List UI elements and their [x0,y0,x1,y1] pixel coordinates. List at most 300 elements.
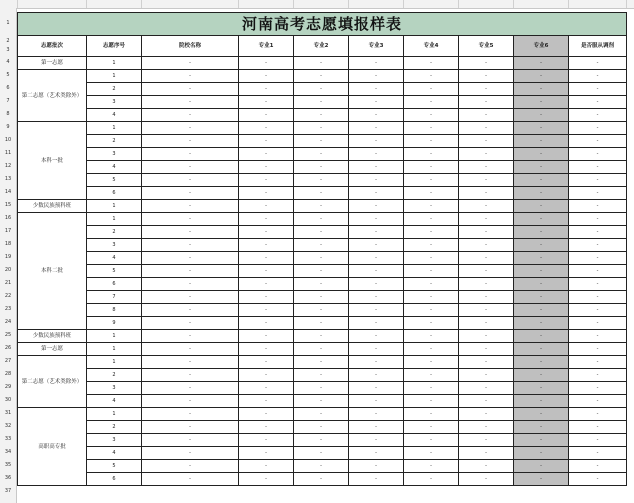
major-4-cell[interactable]: - [404,369,459,382]
major-4-cell[interactable]: - [404,135,459,148]
major-3-cell[interactable]: - [349,434,404,447]
major-2-cell[interactable]: - [294,460,349,473]
seq-cell[interactable]: 1 [87,122,142,135]
row-number[interactable]: 2 [6,38,10,44]
major-4-cell[interactable]: - [404,148,459,161]
school-cell[interactable]: - [142,200,239,213]
row-number[interactable]: 21 [4,280,12,286]
major-5-cell[interactable]: - [459,291,514,304]
major-1-cell[interactable]: - [239,213,294,226]
major-6-cell[interactable]: - [514,382,569,395]
major-5-cell[interactable]: - [459,265,514,278]
adjust-cell[interactable]: - [569,317,627,330]
major-6-cell[interactable]: - [514,330,569,343]
major-2-cell[interactable]: - [294,109,349,122]
major-1-cell[interactable]: - [239,369,294,382]
row-number[interactable]: 27 [4,358,12,364]
batch-cell[interactable]: 第二志愿（艺术类除外） [18,356,87,408]
major-1-cell[interactable]: - [239,200,294,213]
major-4-cell[interactable]: - [404,408,459,421]
major-5-cell[interactable]: - [459,135,514,148]
major-5-cell[interactable]: - [459,317,514,330]
major-5-cell[interactable]: - [459,57,514,70]
adjust-cell[interactable]: - [569,109,627,122]
school-cell[interactable]: - [142,252,239,265]
major-2-cell[interactable]: - [294,96,349,109]
row-number[interactable]: 1 [6,20,10,26]
row-number[interactable]: 35 [4,462,12,468]
major-1-cell[interactable]: - [239,356,294,369]
major-5-cell[interactable]: - [459,382,514,395]
major-4-cell[interactable]: - [404,343,459,356]
school-cell[interactable]: - [142,291,239,304]
major-6-cell[interactable]: - [514,187,569,200]
seq-cell[interactable]: 1 [87,57,142,70]
adjust-cell[interactable]: - [569,252,627,265]
adjust-cell[interactable]: - [569,57,627,70]
adjust-cell[interactable]: - [569,226,627,239]
major-3-cell[interactable]: - [349,317,404,330]
major-3-cell[interactable]: - [349,96,404,109]
seq-cell[interactable]: 1 [87,343,142,356]
major-1-cell[interactable]: - [239,421,294,434]
major-6-cell[interactable]: - [514,161,569,174]
row-number[interactable]: 12 [4,163,12,169]
school-cell[interactable]: - [142,304,239,317]
adjust-cell[interactable]: - [569,174,627,187]
major-5-cell[interactable]: - [459,252,514,265]
adjust-cell[interactable]: - [569,70,627,83]
seq-cell[interactable]: 2 [87,135,142,148]
row-number[interactable]: 10 [4,137,12,143]
batch-cell[interactable]: 本科一批 [18,122,87,200]
major-6-cell[interactable]: - [514,304,569,317]
row-number[interactable]: 17 [4,228,12,234]
major-5-cell[interactable]: - [459,434,514,447]
major-5-cell[interactable]: - [459,161,514,174]
major-1-cell[interactable]: - [239,382,294,395]
row-number[interactable]: 7 [6,98,10,104]
row-number[interactable]: 37 [4,488,12,494]
major-4-cell[interactable]: - [404,278,459,291]
batch-cell[interactable]: 第二志愿（艺术类除外） [18,70,87,122]
school-cell[interactable]: - [142,239,239,252]
major-3-cell[interactable]: - [349,83,404,96]
major-6-cell[interactable]: - [514,213,569,226]
major-4-cell[interactable]: - [404,187,459,200]
major-5-cell[interactable]: - [459,83,514,96]
major-5-cell[interactable]: - [459,304,514,317]
seq-cell[interactable]: 3 [87,434,142,447]
row-number[interactable]: 26 [4,345,12,351]
school-cell[interactable]: - [142,395,239,408]
batch-cell[interactable]: 本科二批 [18,213,87,330]
major-4-cell[interactable]: - [404,382,459,395]
seq-cell[interactable]: 4 [87,252,142,265]
major-3-cell[interactable]: - [349,408,404,421]
school-cell[interactable]: - [142,382,239,395]
major-6-cell[interactable]: - [514,356,569,369]
major-1-cell[interactable]: - [239,109,294,122]
row-number[interactable]: 20 [4,267,12,273]
major-5-cell[interactable]: - [459,447,514,460]
major-4-cell[interactable]: - [404,174,459,187]
major-2-cell[interactable]: - [294,434,349,447]
row-number[interactable]: 32 [4,423,12,429]
major-4-cell[interactable]: - [404,83,459,96]
major-6-cell[interactable]: - [514,473,569,486]
major-4-cell[interactable]: - [404,122,459,135]
adjust-cell[interactable]: - [569,96,627,109]
major-4-cell[interactable]: - [404,213,459,226]
major-3-cell[interactable]: - [349,174,404,187]
major-4-cell[interactable]: - [404,265,459,278]
seq-cell[interactable]: 5 [87,174,142,187]
major-5-cell[interactable]: - [459,408,514,421]
school-cell[interactable]: - [142,213,239,226]
seq-cell[interactable]: 2 [87,369,142,382]
major-6-cell[interactable]: - [514,239,569,252]
seq-cell[interactable]: 4 [87,161,142,174]
major-6-cell[interactable]: - [514,265,569,278]
major-3-cell[interactable]: - [349,57,404,70]
row-number[interactable]: 9 [6,124,10,130]
school-cell[interactable]: - [142,187,239,200]
row-number[interactable]: 23 [4,306,12,312]
major-5-cell[interactable]: - [459,239,514,252]
major-2-cell[interactable]: - [294,252,349,265]
major-1-cell[interactable]: - [239,330,294,343]
major-2-cell[interactable]: - [294,200,349,213]
major-3-cell[interactable]: - [349,161,404,174]
major-1-cell[interactable]: - [239,70,294,83]
adjust-cell[interactable]: - [569,460,627,473]
adjust-cell[interactable]: - [569,382,627,395]
seq-cell[interactable]: 9 [87,317,142,330]
row-number[interactable]: 24 [4,319,12,325]
major-6-cell[interactable]: - [514,122,569,135]
major-2-cell[interactable]: - [294,278,349,291]
adjust-cell[interactable]: - [569,161,627,174]
adjust-cell[interactable]: - [569,356,627,369]
school-cell[interactable]: - [142,122,239,135]
seq-cell[interactable]: 3 [87,96,142,109]
seq-cell[interactable]: 4 [87,109,142,122]
seq-cell[interactable]: 4 [87,395,142,408]
major-1-cell[interactable]: - [239,304,294,317]
major-1-cell[interactable]: - [239,96,294,109]
major-4-cell[interactable]: - [404,70,459,83]
seq-cell[interactable]: 1 [87,70,142,83]
adjust-cell[interactable]: - [569,83,627,96]
major-2-cell[interactable]: - [294,395,349,408]
major-3-cell[interactable]: - [349,382,404,395]
row-number[interactable]: 16 [4,215,12,221]
major-4-cell[interactable]: - [404,447,459,460]
major-6-cell[interactable]: - [514,70,569,83]
adjust-cell[interactable]: - [569,408,627,421]
major-1-cell[interactable]: - [239,252,294,265]
major-3-cell[interactable]: - [349,239,404,252]
school-cell[interactable]: - [142,369,239,382]
row-number[interactable]: 30 [4,397,12,403]
major-2-cell[interactable]: - [294,83,349,96]
major-2-cell[interactable]: - [294,213,349,226]
major-6-cell[interactable]: - [514,226,569,239]
major-4-cell[interactable]: - [404,96,459,109]
row-number[interactable]: 36 [4,475,12,481]
major-1-cell[interactable]: - [239,187,294,200]
adjust-cell[interactable]: - [569,213,627,226]
school-cell[interactable]: - [142,330,239,343]
major-2-cell[interactable]: - [294,161,349,174]
school-cell[interactable]: - [142,460,239,473]
school-cell[interactable]: - [142,278,239,291]
major-2-cell[interactable]: - [294,382,349,395]
major-3-cell[interactable]: - [349,226,404,239]
major-3-cell[interactable]: - [349,330,404,343]
major-2-cell[interactable]: - [294,317,349,330]
major-5-cell[interactable]: - [459,226,514,239]
adjust-cell[interactable]: - [569,304,627,317]
major-2-cell[interactable]: - [294,187,349,200]
adjust-cell[interactable]: - [569,447,627,460]
major-5-cell[interactable]: - [459,109,514,122]
school-cell[interactable]: - [142,356,239,369]
row-number[interactable]: 6 [6,85,10,91]
school-cell[interactable]: - [142,317,239,330]
seq-cell[interactable]: 8 [87,304,142,317]
row-number[interactable]: 8 [6,111,10,117]
major-1-cell[interactable]: - [239,174,294,187]
seq-cell[interactable]: 3 [87,382,142,395]
major-3-cell[interactable]: - [349,369,404,382]
major-5-cell[interactable]: - [459,122,514,135]
major-4-cell[interactable]: - [404,239,459,252]
school-cell[interactable]: - [142,226,239,239]
major-2-cell[interactable]: - [294,304,349,317]
major-6-cell[interactable]: - [514,421,569,434]
school-cell[interactable]: - [142,109,239,122]
seq-cell[interactable]: 6 [87,278,142,291]
major-3-cell[interactable]: - [349,252,404,265]
major-2-cell[interactable]: - [294,369,349,382]
major-6-cell[interactable]: - [514,460,569,473]
school-cell[interactable]: - [142,408,239,421]
major-1-cell[interactable]: - [239,291,294,304]
seq-cell[interactable]: 1 [87,408,142,421]
major-2-cell[interactable]: - [294,473,349,486]
major-5-cell[interactable]: - [459,70,514,83]
row-number[interactable]: 29 [4,384,12,390]
major-5-cell[interactable]: - [459,460,514,473]
major-3-cell[interactable]: - [349,304,404,317]
major-2-cell[interactable]: - [294,122,349,135]
major-4-cell[interactable]: - [404,252,459,265]
school-cell[interactable]: - [142,83,239,96]
major-6-cell[interactable]: - [514,369,569,382]
major-1-cell[interactable]: - [239,239,294,252]
seq-cell[interactable]: 3 [87,239,142,252]
major-4-cell[interactable]: - [404,109,459,122]
major-6-cell[interactable]: - [514,447,569,460]
row-number[interactable]: 5 [6,72,10,78]
major-1-cell[interactable]: - [239,317,294,330]
seq-cell[interactable]: 1 [87,356,142,369]
major-3-cell[interactable]: - [349,135,404,148]
major-3-cell[interactable]: - [349,122,404,135]
major-2-cell[interactable]: - [294,447,349,460]
school-cell[interactable]: - [142,70,239,83]
major-6-cell[interactable]: - [514,96,569,109]
adjust-cell[interactable]: - [569,187,627,200]
adjust-cell[interactable]: - [569,291,627,304]
major-6-cell[interactable]: - [514,83,569,96]
major-6-cell[interactable]: - [514,200,569,213]
batch-cell[interactable]: 高职高专批 [18,408,87,486]
seq-cell[interactable]: 1 [87,200,142,213]
major-5-cell[interactable]: - [459,278,514,291]
major-5-cell[interactable]: - [459,369,514,382]
major-2-cell[interactable]: - [294,70,349,83]
school-cell[interactable]: - [142,174,239,187]
major-3-cell[interactable]: - [349,278,404,291]
major-3-cell[interactable]: - [349,70,404,83]
major-1-cell[interactable]: - [239,434,294,447]
major-1-cell[interactable]: - [239,161,294,174]
row-number[interactable]: 25 [4,332,12,338]
batch-cell[interactable]: 第一志愿 [18,57,87,70]
major-2-cell[interactable]: - [294,408,349,421]
major-3-cell[interactable]: - [349,473,404,486]
major-3-cell[interactable]: - [349,109,404,122]
row-number[interactable]: 33 [4,436,12,442]
major-5-cell[interactable]: - [459,356,514,369]
school-cell[interactable]: - [142,434,239,447]
major-3-cell[interactable]: - [349,148,404,161]
row-number[interactable]: 4 [6,59,10,65]
major-3-cell[interactable]: - [349,421,404,434]
row-number[interactable]: 18 [4,241,12,247]
major-6-cell[interactable]: - [514,395,569,408]
seq-cell[interactable]: 1 [87,330,142,343]
major-6-cell[interactable]: - [514,278,569,291]
major-4-cell[interactable]: - [404,395,459,408]
school-cell[interactable]: - [142,96,239,109]
major-5-cell[interactable]: - [459,200,514,213]
school-cell[interactable]: - [142,421,239,434]
major-6-cell[interactable]: - [514,343,569,356]
major-1-cell[interactable]: - [239,265,294,278]
seq-cell[interactable]: 1 [87,213,142,226]
school-cell[interactable]: - [142,343,239,356]
major-1-cell[interactable]: - [239,83,294,96]
major-3-cell[interactable]: - [349,343,404,356]
school-cell[interactable]: - [142,57,239,70]
seq-cell[interactable]: 6 [87,473,142,486]
major-1-cell[interactable]: - [239,148,294,161]
major-6-cell[interactable]: - [514,317,569,330]
row-number[interactable]: 28 [4,371,12,377]
school-cell[interactable]: - [142,265,239,278]
major-3-cell[interactable]: - [349,447,404,460]
major-4-cell[interactable]: - [404,161,459,174]
adjust-cell[interactable]: - [569,369,627,382]
major-5-cell[interactable]: - [459,330,514,343]
adjust-cell[interactable]: - [569,200,627,213]
adjust-cell[interactable]: - [569,395,627,408]
row-number[interactable]: 13 [4,176,12,182]
major-2-cell[interactable]: - [294,148,349,161]
major-2-cell[interactable]: - [294,421,349,434]
major-5-cell[interactable]: - [459,96,514,109]
major-4-cell[interactable]: - [404,291,459,304]
major-2-cell[interactable]: - [294,239,349,252]
major-3-cell[interactable]: - [349,187,404,200]
major-2-cell[interactable]: - [294,330,349,343]
major-2-cell[interactable]: - [294,343,349,356]
adjust-cell[interactable]: - [569,239,627,252]
major-1-cell[interactable]: - [239,135,294,148]
major-4-cell[interactable]: - [404,460,459,473]
major-2-cell[interactable]: - [294,265,349,278]
row-number[interactable]: 15 [4,202,12,208]
major-4-cell[interactable]: - [404,473,459,486]
row-number[interactable]: 19 [4,254,12,260]
adjust-cell[interactable]: - [569,473,627,486]
major-6-cell[interactable]: - [514,109,569,122]
major-6-cell[interactable]: - [514,408,569,421]
major-6-cell[interactable]: - [514,57,569,70]
school-cell[interactable]: - [142,161,239,174]
adjust-cell[interactable]: - [569,434,627,447]
major-5-cell[interactable]: - [459,473,514,486]
school-cell[interactable]: - [142,447,239,460]
seq-cell[interactable]: 7 [87,291,142,304]
major-4-cell[interactable]: - [404,434,459,447]
batch-cell[interactable]: 第一志愿 [18,343,87,356]
major-3-cell[interactable]: - [349,460,404,473]
major-5-cell[interactable]: - [459,421,514,434]
major-2-cell[interactable]: - [294,57,349,70]
seq-cell[interactable]: 6 [87,187,142,200]
major-2-cell[interactable]: - [294,226,349,239]
major-6-cell[interactable]: - [514,291,569,304]
adjust-cell[interactable]: - [569,135,627,148]
seq-cell[interactable]: 4 [87,447,142,460]
major-2-cell[interactable]: - [294,174,349,187]
adjust-cell[interactable]: - [569,278,627,291]
major-4-cell[interactable]: - [404,57,459,70]
seq-cell[interactable]: 2 [87,226,142,239]
major-4-cell[interactable]: - [404,200,459,213]
major-4-cell[interactable]: - [404,317,459,330]
seq-cell[interactable]: 2 [87,421,142,434]
major-5-cell[interactable]: - [459,187,514,200]
school-cell[interactable]: - [142,148,239,161]
major-1-cell[interactable]: - [239,57,294,70]
major-3-cell[interactable]: - [349,213,404,226]
major-1-cell[interactable]: - [239,460,294,473]
major-6-cell[interactable]: - [514,135,569,148]
major-6-cell[interactable]: - [514,434,569,447]
major-3-cell[interactable]: - [349,200,404,213]
major-2-cell[interactable]: - [294,356,349,369]
major-4-cell[interactable]: - [404,356,459,369]
major-1-cell[interactable]: - [239,226,294,239]
seq-cell[interactable]: 5 [87,460,142,473]
row-number[interactable]: 22 [4,293,12,299]
